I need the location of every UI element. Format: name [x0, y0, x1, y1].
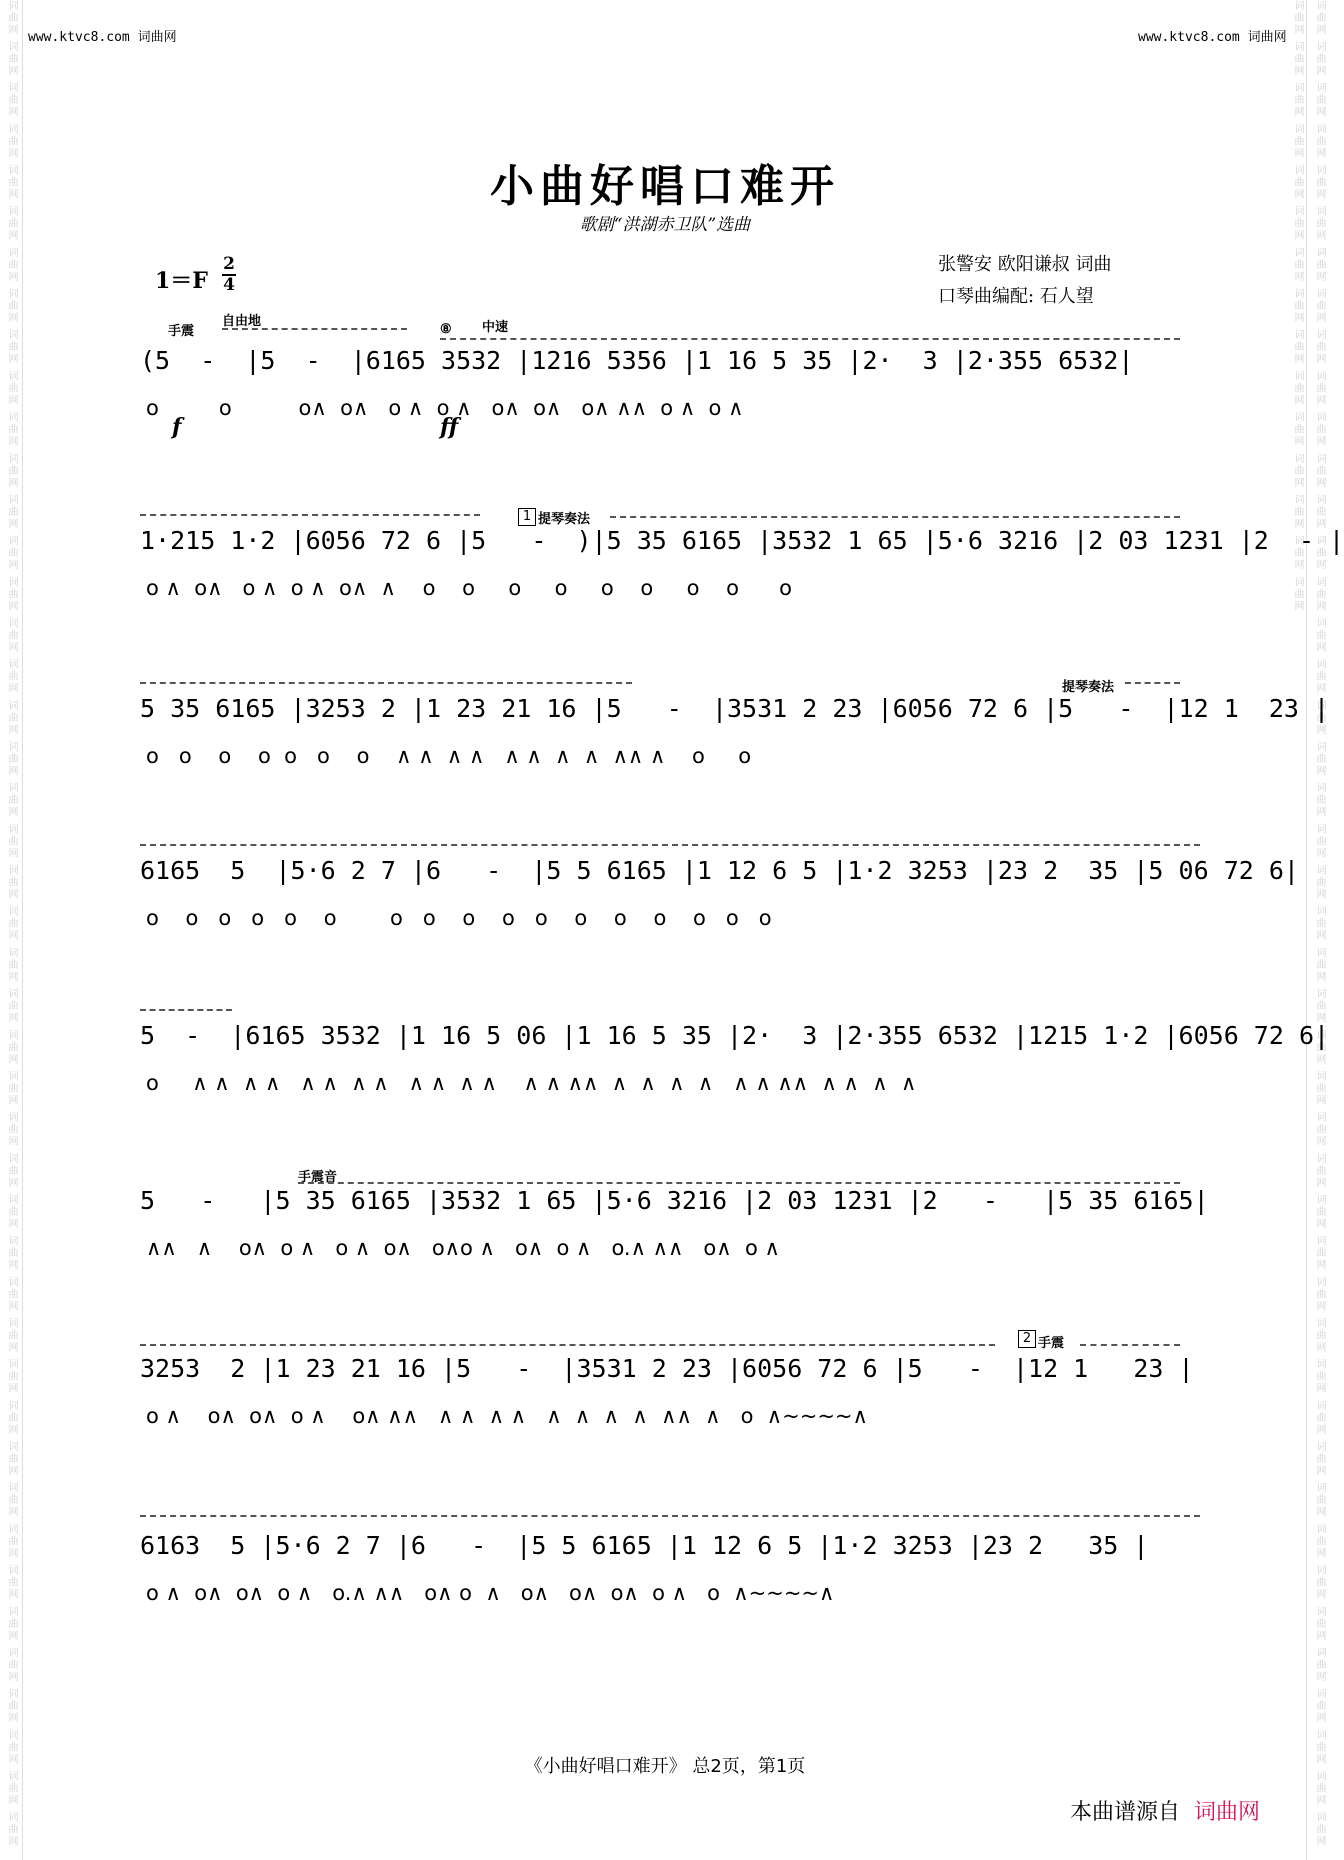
notation-line: 5 - |5 35 6165 |3532 1 65 |5·6 3216 |2 03 1231 |2 - |5 35 6165|: [140, 1186, 1209, 1215]
mark-shouzhen: 手震: [168, 324, 195, 339]
time-signature-bottom: 4: [223, 275, 235, 295]
page-subtitle: 歌剧“洪湖赤卫队”选曲: [579, 215, 751, 235]
mark-shouzhen-2: 手震: [1038, 1336, 1065, 1351]
harmonica-marks-line: o ∧ o∧ o ∧ o ∧ o∧ ∧ o o o o o o o o o: [146, 576, 792, 600]
notation-line: (5 - |5 - |6165 3532 |1216 5356 |1 16 5 35 |2· 3 |2·355 6532|: [140, 346, 1134, 375]
tempo-extension-line: [140, 514, 480, 516]
tempo-extension-line: [440, 338, 1180, 340]
side-watermark-right: 词曲网 词曲网 词曲网 词曲网 词曲网 词曲网 词曲网 词曲网 词曲网 词曲网 词曲网 词曲网 词曲网 词曲网 词曲网 词曲网 词曲网 词曲网 词曲网 词曲网 词曲网 词曲网 词曲网 词曲网 词曲网 词曲网 词曲网 词曲网 词曲网 词曲网 词曲网 词曲网 词曲网 词曲网 词曲网 词曲网 词曲网 词曲网 词曲网 词曲网 词曲网 词曲网 词曲网 词曲网 词曲网 词曲网 词曲网 词曲网 词曲网 词曲网 词曲网 词曲网 词曲网 词曲网 词曲网 词曲网 词曲网 词曲网 词曲网 词曲网: [1292, 0, 1325, 1848]
section-box-2: 2: [1018, 1330, 1036, 1348]
harmonica-marks-line: o o o o o o o o o o o o o o o o o: [146, 906, 772, 930]
dynamic-ff: ff: [440, 414, 459, 440]
mark-shouzhenyin: 手震音: [298, 1170, 338, 1185]
vibrato-extension-line: [140, 1344, 995, 1346]
score-row-6: [140, 1160, 1209, 1270]
key-signature: 1＝F: [155, 268, 208, 294]
left-divider: [22, 0, 23, 1860]
harmonica-marks-line: o ∧ o∧ o∧ o ∧ o.∧ ∧∧ o∧ o ∧ o∧ o∧ o∧ o ∧ o ∧~~~~∧: [146, 1581, 835, 1605]
vibrato-extension-line: [298, 1182, 1180, 1184]
harmonica-marks-line: ∧∧ ∧ o∧ o ∧ o ∧ o∧ o∧o ∧ o∧ o ∧ o.∧ ∧∧ o∧ o ∧: [146, 1236, 780, 1260]
section-box-1: 1: [518, 508, 536, 526]
bowing-extension-line: [140, 1009, 232, 1011]
credit-composers: 张警安 欧阳谦叔 词曲: [938, 254, 1112, 275]
page-title: 小曲好唱口难开: [490, 161, 840, 212]
mark-ziyoudi: 自由地: [222, 314, 262, 329]
mark-tiqin-2: 提琴奏法: [1062, 680, 1115, 695]
notation-line: 5 - |6165 3532 |1 16 5 06 |1 16 5 35 |2· 3 |2·355 6532 |1215 1·2 |6056 72 6|: [140, 1021, 1330, 1050]
time-signature: [222, 256, 236, 294]
score-row-4: [140, 830, 1299, 940]
harmonica-marks-line: o ∧ o∧ o∧ o ∧ o∧ ∧∧ ∧ ∧ ∧ ∧ ∧ ∧ ∧ ∧ ∧∧ ∧ o ∧~~~~∧: [146, 1404, 868, 1428]
page-footer: 《小曲好唱口难开》 总2页，第1页: [524, 1756, 806, 1777]
bowing-extension-line: [1125, 682, 1180, 684]
source-label: 本曲谱源自: [1070, 1800, 1181, 1825]
header-url-left[interactable]: www.ktvc8.com 词曲网: [28, 30, 177, 45]
side-watermark-left: 词曲网 词曲网 词曲网 词曲网 词曲网 词曲网 词曲网 词曲网 词曲网 词曲网 词曲网 词曲网 词曲网 词曲网 词曲网 词曲网 词曲网 词曲网 词曲网 词曲网 词曲网 词曲网 词曲网 词曲网 词曲网 词曲网 词曲网 词曲网 词曲网 词曲网 词曲网 词曲网 词曲网 词曲网 词曲网 词曲网 词曲网 词曲网 词曲网 词曲网 词曲网 词曲网 词曲网 词曲网 词曲网: [6, 0, 17, 1848]
bowing-extension-line: [140, 844, 1200, 846]
time-signature-top: 2: [223, 254, 235, 274]
vibrato-extension-line: [140, 1515, 1200, 1517]
notation-line: 3253 2 |1 23 21 16 |5 - |3531 2 23 |6056 72 6 |5 - |12 1 23 |: [140, 1354, 1194, 1383]
vibrato-extension-line: [1080, 1344, 1180, 1346]
source-credit: [1070, 1795, 1260, 1826]
credit-arranger: 口琴曲编配: 石人望: [938, 286, 1094, 307]
mark-tiqin: 提琴奏法: [538, 512, 591, 527]
score-row-3: [140, 668, 1330, 778]
bowing-extension-line: [140, 682, 632, 684]
bowing-extension-line: [610, 516, 1180, 518]
source-brand-link[interactable]: 词曲网: [1194, 1800, 1261, 1825]
notation-line: 1·215 1·2 |6056 72 6 |5 - )|5 35 6165 |3532 1 65 |5·6 3216 |2 03 1231 |2 - |: [140, 526, 1344, 555]
free-tempo-line: [222, 328, 407, 330]
notation-line: 6163 5 |5·6 2 7 |6 - |5 5 6165 |1 12 6 5 |1·2 3253 |23 2 35 |: [140, 1531, 1149, 1560]
notation-line: 5 35 6165 |3253 2 |1 23 21 16 |5 - |3531 2 23 |6056 72 6 |5 - |12 1 23 |: [140, 694, 1330, 723]
notation-line: 6165 5 |5·6 2 7 |6 - |5 5 6165 |1 12 6 5 |1·2 3253 |23 2 35 |5 06 72 6|: [140, 856, 1299, 885]
header-url-right[interactable]: www.ktvc8.com 词曲网: [1138, 30, 1287, 45]
mark-zhongsu: 中速: [482, 320, 509, 335]
rehearsal-mark-8: ⑧: [440, 322, 452, 337]
harmonica-marks-line: o ∧ ∧ ∧ ∧ ∧ ∧ ∧ ∧ ∧ ∧ ∧ ∧ ∧ ∧ ∧∧ ∧ ∧ ∧ ∧ ∧ ∧ ∧∧ ∧ ∧ ∧ ∧: [146, 1071, 917, 1095]
harmonica-marks-line: o o o∧ o∧ o ∧ o ∧ o∧ o∧ o∧ ∧∧ o ∧ o ∧: [146, 396, 744, 420]
harmonica-marks-line: o o o o o o o ∧ ∧ ∧ ∧ ∧ ∧ ∧ ∧ ∧∧ ∧ o o: [146, 744, 752, 768]
score-row-1: [140, 314, 1200, 440]
score-row-5: [140, 995, 1330, 1105]
score-row-8: [140, 1505, 1200, 1615]
score-row-7: [140, 1328, 1200, 1438]
score-row-2: [140, 500, 1344, 610]
dynamic-f: f: [172, 414, 182, 440]
